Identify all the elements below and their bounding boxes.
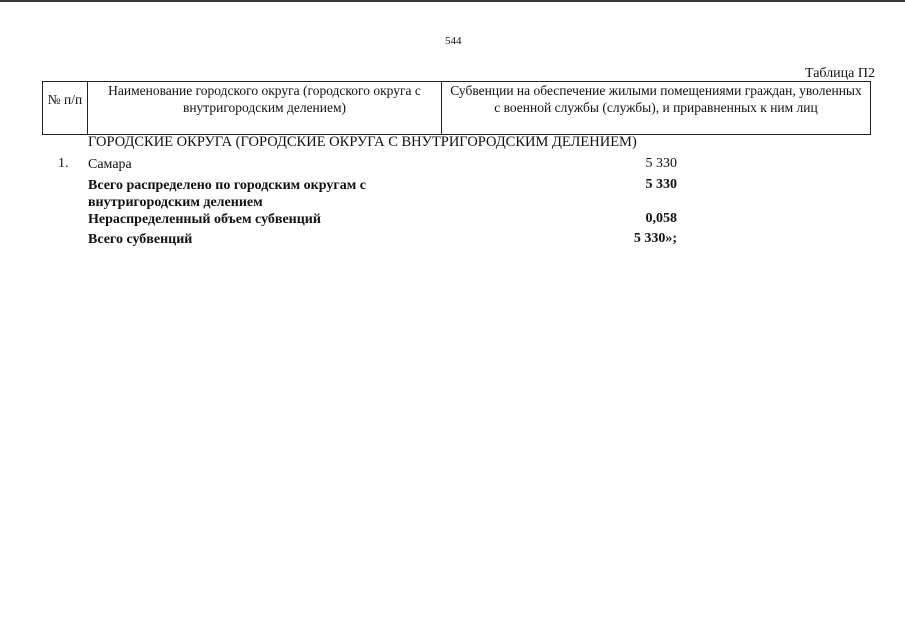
row-value: 5 330»;: [633, 231, 677, 246]
row-number: 1.: [58, 156, 69, 171]
row-name: Нераспределенный объем субвенций: [88, 212, 321, 227]
row-value: 5 330: [645, 156, 677, 171]
row-name: Всего распределено по городским округам с внутригородским делением: [88, 178, 366, 210]
row-value: 5 330: [645, 177, 677, 192]
row-name: Всего субвенций: [88, 232, 193, 247]
header-cell-name: [88, 82, 442, 135]
table-label: Таблица П2: [805, 66, 875, 81]
row-value: 0,058: [645, 211, 677, 226]
header-row: [43, 82, 871, 135]
header-cell-value: [442, 82, 871, 135]
scan-edge-line: [0, 0, 905, 2]
page-number: 544: [445, 35, 462, 47]
header-num-text: № п/п: [47, 92, 83, 107]
header-cell-num: [43, 82, 88, 135]
header-name-text: Наименование городского округа (городского округа с внутригородским делением): [108, 83, 421, 115]
table-header: [42, 81, 871, 135]
section-heading: ГОРОДСКИЕ ОКРУГА (ГОРОДСКИЕ ОКРУГА С ВНУТРИГОРОДСКИМ ДЕЛЕНИЕМ): [88, 134, 637, 150]
header-value-text: Субвенции на обеспечение жилыми помещениями граждан, уволенных с военной службы (службы), и приравненных к ним лиц: [450, 83, 862, 115]
row-name: Самара: [88, 157, 132, 172]
